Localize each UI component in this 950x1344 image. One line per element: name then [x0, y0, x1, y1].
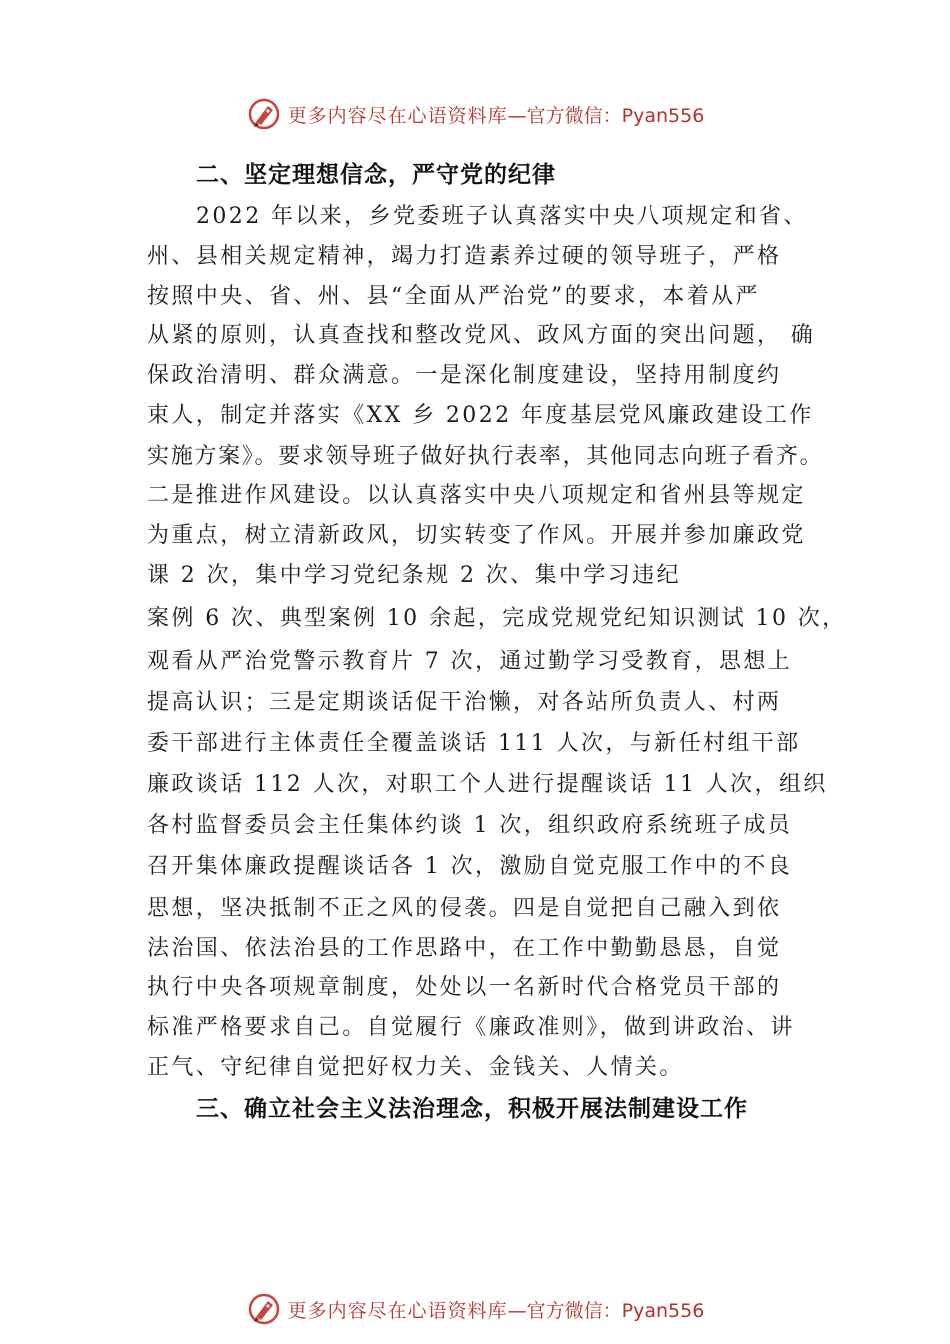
footer-contact-text: —官方微信：Pyan556 [507, 1299, 705, 1322]
header-banner [0, 92, 950, 136]
paragraph-line: 从紧的原则，认真查找和整改党风、政风方面的突出问题， 确 [147, 323, 816, 348]
paragraph-line: 州、县相关规定精神，竭力打造素养过硬的领导班子，严格 [147, 244, 782, 269]
paragraph-line: 法治国、依法治县的工作思路中，在工作中勤勤恳恳，自觉 [147, 936, 782, 961]
section-heading-3: 三、确立社会主义法治理念，积极开展法制建设工作 [196, 1096, 748, 1122]
paragraph-line: 思想，坚决抵制不正之风的侵袭。四是自觉把自己融入到依 [147, 896, 782, 921]
paragraph-line: 束人，制定并落实《XX 乡 2022 年度基层党风廉政建设工作 [147, 403, 814, 428]
paragraph-line: 实施方案》。要求领导班子做好执行表率，其他同志向班子看齐。 [147, 444, 824, 469]
footer-banner [0, 1287, 950, 1331]
paragraph-line: 观看从严治党警示教育片 7 次，通过勤学习受教育，思想上 [147, 649, 793, 674]
paragraph-line: 按照中央、省、州、县“全面从严治党”的要求，本着从严 [147, 284, 760, 309]
paragraph-line: 二是推进作风建设。以认真落实中央八项规定和省州县等规定 [147, 483, 806, 508]
paragraph-line: 案例 6 次、典型案例 10 余起，完成党规党纪知识测试 10 次， [147, 606, 847, 631]
paragraph-line: 标准严格要求自己。自觉履行《廉政准则》，做到讲政治、讲 [147, 1015, 795, 1040]
paragraph-line: 保政治清明、群众满意。一是深化制度建设，坚持用制度约 [147, 363, 782, 388]
paragraph-line: 委干部进行主体责任全覆盖谈话 111 人次，与新任村组干部 [147, 731, 801, 756]
header-brand-text: 更多内容尽在心语资料库 [287, 104, 508, 127]
paragraph-line: 廉政谈话 112 人次，对职工个人进行提醒谈话 11 人次，组织 [147, 772, 828, 797]
section-heading-2: 二、坚定理想信念，严守党的纪律 [196, 162, 556, 188]
pen-nib-logo-icon [246, 1291, 282, 1327]
header-contact-text: —官方微信：Pyan556 [507, 104, 705, 127]
paragraph-line: 提高认识；三是定期谈话促干治懒，对各站所负责人、村两 [147, 690, 782, 715]
paragraph-line: 正气、守纪律自觉把好权力关、金钱关、人情关。 [147, 1055, 684, 1080]
paragraph-line: 各村监督委员会主任集体约谈 1 次，组织政府系统班子成员 [147, 813, 793, 838]
paragraph-line: 执行中央各项规章制度，处处以一名新时代合格党员干部的 [147, 975, 782, 1000]
footer-brand-text: 更多内容尽在心语资料库 [287, 1299, 508, 1322]
paragraph-line: 2022 年以来，乡党委班子认真落实中央八项规定和省、 [196, 204, 808, 229]
pen-nib-logo-icon [246, 96, 282, 132]
paragraph-line: 课 2 次，集中学习党纪条规 2 次、集中学习违纪 [147, 563, 681, 588]
paragraph-line: 为重点，树立清新政风，切实转变了作风。开展并参加廉政党 [147, 523, 806, 548]
paragraph-line: 召开集体廉政提醒谈话各 1 次，激励自觉克服工作中的不良 [147, 854, 793, 879]
